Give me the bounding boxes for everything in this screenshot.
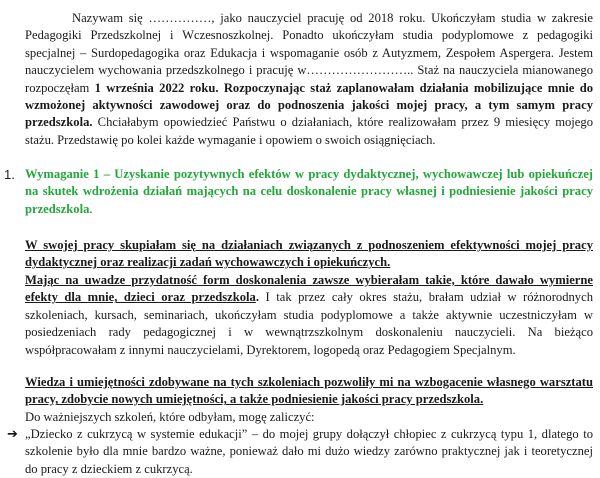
section1-body: I tak przez cały okres stażu, brałam udział w różnorodnych szkoleniach, kursach, seminariach, ukończyłam studia podyplomowe a także aktywnie uczestniczyłam w posiedzeniach rady pedagogicznej i w wewnątrzszkolnym doskonaleniu nauczycieli. Na bieżąco współpracowałam z innymi nauczycielami, Dyrektorem, logopedą oraz Pedagogiem Specjalnym. [25, 290, 593, 357]
intro-bold-sentence: Rozpoczynając staż zaplanowałam działania mobilizujące mnie do wzmożonej aktywności zawodowej oraz do podnoszenia jakości mojej pracy, a tym samym pracy przedszkola. [25, 80, 593, 130]
requirement-period: . [89, 201, 93, 216]
arrow-bullet-icon: ➔ [7, 427, 18, 442]
section1-lead-period: . [255, 290, 260, 305]
requirement-text: Wymaganie 1 – Uzyskanie pozytywnych efektów w pracy dydaktycznej, wychowawczej lub opiekuńczej na skutek wdrożenia działań mających na celu doskonalenie pracy własnej i podniesienie jakości pracy przedszkola [25, 167, 593, 216]
requirement-heading [25, 166, 593, 218]
list-number: 1. [4, 167, 15, 182]
bullet-item: „Dziecko z cukrzycą w systemie edukacji” – do mojej grupy dołączył chłopiec z cukrzycą typu 1, dlatego to szkolenie było dla mnie bardzo ważne, ponieważ dało mi dużo wiedzy zarówno praktycznej jak i teoretycznej do pracy z dzieckiem z cukrzycą. [25, 427, 593, 476]
section2-heading: Wiedza i umiejętności zdobywane na tych szkoleniach pozwoliły mi na wzbogacenie własnego warsztatu pracy, zdobycie nowych umiejętności, a także podniesienie jakości pracy przedszkola. [25, 375, 593, 407]
start-date: 1 września 2022 roku. [94, 80, 219, 95]
section1-heading: W swojej pracy skupiałam się na działaniach związanych z podnoszeniem efektywności mojej pracy dydaktycznej oraz realizacji zadań wychowawczych i opiekuńczych. [25, 238, 593, 270]
intro-end-text: Chciałabym opowiedzieć Państwu o działaniach, które realizowałam przez 9 miesięcy mojego stażu. Przedstawię po kolei każde wymaganie i opowiem o swoich osiągnięciach. [25, 115, 593, 147]
intro-text: Nazywam się ……………, jako nauczyciel pracuję od 2018 roku. Ukończyłam studia w zakresie Pedagogiki Przedszkolnej i Wczesnoszkolnej. Ponadto ukończyłam studia podyplomowe z pedagogiki specjalnej – Surdopedagogika oraz Edukacja i wspomaganie osób z Autyzmem, Zespołem Aspergera. Jestem nauczycielem wychowania przedszkolnego i pracuję w…………………….. Staż na nauczyciela mianowanego rozpoczęłam [25, 11, 593, 95]
section1-paragraph [25, 272, 593, 359]
intro-paragraph [25, 10, 593, 149]
section2-intro: Do ważniejszych szkoleń, które odbyłam, mogę zaliczyć: [25, 410, 315, 424]
section1-lead: Mając na uwadze przydatność form doskonalenia zawsze wybierałam takie, które dawało wymierne efekty dla mnie, dzieci oraz przedszkola [25, 273, 593, 305]
